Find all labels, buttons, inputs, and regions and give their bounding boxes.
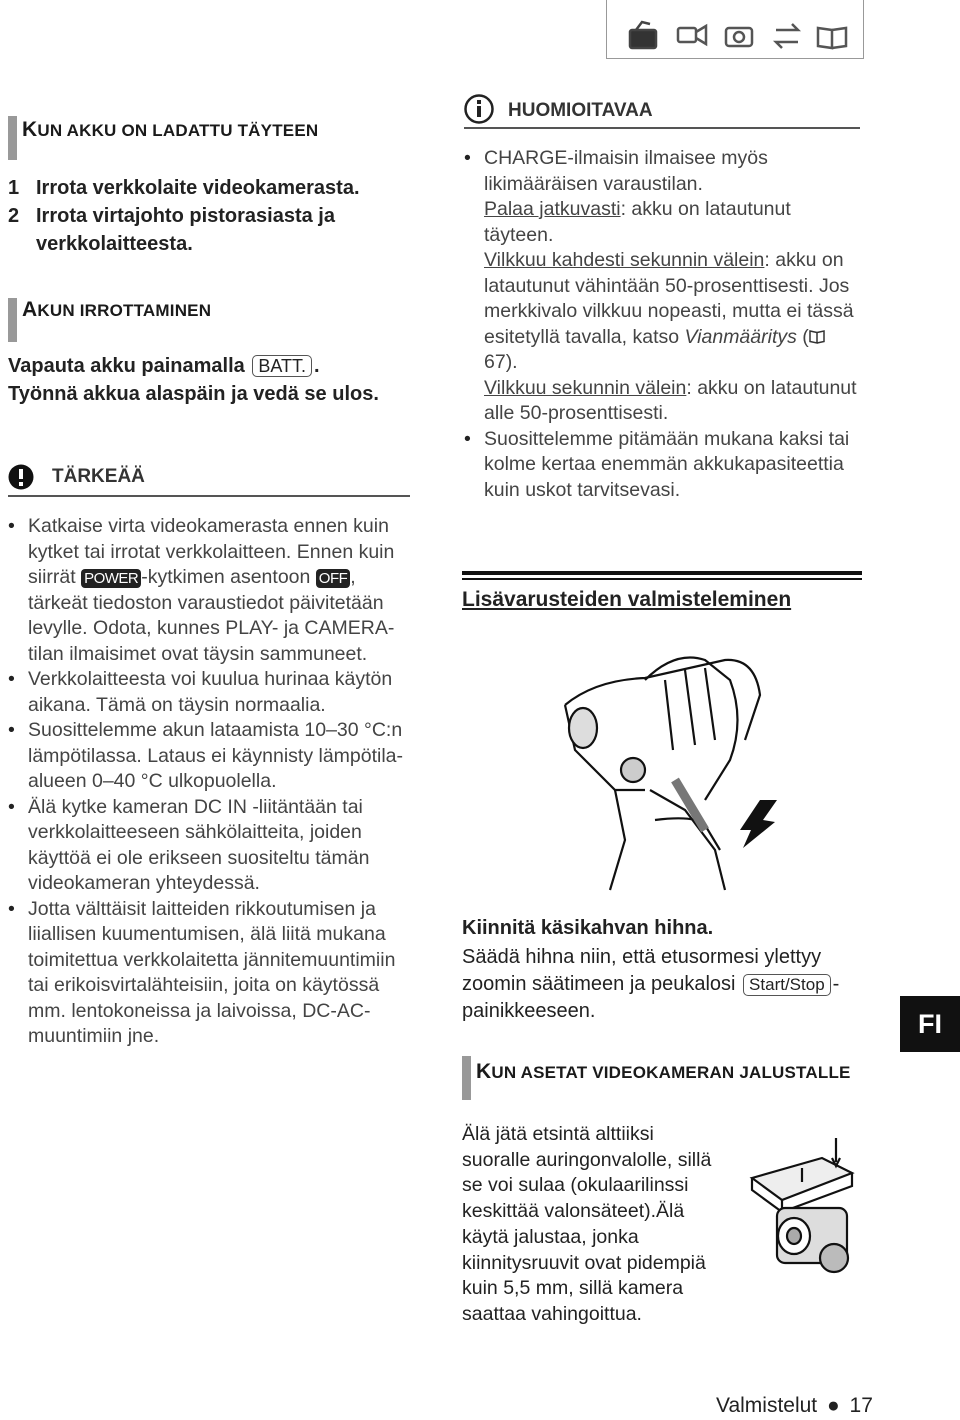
list-item: • Jotta välttäisit laitteiden rikkoutumisen ja liiallisen kuumentumisen, älä liitä mukana toimitettua verkkolaitetta jännitemuuntimiin tai erikoisvirtalähteisiin, joita on käytössä mm. lentokoneissa ja laivoissa, DC-AC-muuntimiin jne. [8, 897, 410, 1050]
off-position-key: OFF [316, 569, 351, 588]
step-text: Irrota verkkolaite videokamerasta. [36, 177, 360, 199]
strap-heading: Kiinnitä käsikahvan hihna. [462, 917, 714, 939]
important-list [8, 514, 410, 1050]
section-heading-removal: AKUN IRROTTAMINEN [22, 298, 212, 321]
tripod-illustration [732, 1128, 862, 1278]
section-heading-tripod: KUN ASETAT VIDEOKAMERAN JALUSTALLE [476, 1060, 851, 1083]
divider [8, 495, 410, 497]
toolbox-icon [630, 22, 656, 48]
step-item [8, 202, 398, 258]
strap-text: Säädä hihna niin, että etusormesi ylettyy zoomin säätimeen ja peukalosi Start/Stop -painikkeeseen. [462, 946, 840, 1022]
book-ref-icon [809, 330, 825, 344]
thin-rule [462, 578, 862, 580]
list-item: • Suosittelemme akun lataamista 10–30 °C:n lämpötilassa. Lataus ei käynnisty lämpötila-alueen 0–40 °C ulkopuolella. [8, 718, 410, 795]
power-switch-key: POWER [81, 569, 141, 588]
section-bar [8, 116, 17, 160]
notes-list [464, 146, 860, 503]
list-item: • Katkaise virta videokamerasta ennen kuin kytket tai irrotat verkkolaitteen. Ennen kuin siirrät POWER -kytkimen asentoon OFF , tärkeät tiedoston varaustiedot päivitetään levylle. Odota, kunnes PLAY- ja CAMERA-tilan ilmaisimet ovat täysin sammuneet. [8, 514, 410, 667]
section-bar [462, 1056, 471, 1100]
hand-strap-illustration [555, 650, 785, 895]
list-item: • Verkkolaitteesta voi kuulua hurinaa käytön aikana. Tämä on täysin normaalia. [8, 667, 410, 718]
start-stop-key: Start/Stop [743, 974, 831, 996]
page-footer [716, 1394, 873, 1418]
camera-icon [678, 26, 706, 44]
info-icon [464, 94, 494, 124]
list-item: • Älä kytke kameran DC IN -liitäntään tai verkkolaitteeseen sähkölaitteita, joiden käyttöä ei ole erikseen suositeltu tämän videokameran yhteydessä. [8, 795, 410, 897]
step-number: 2 [8, 205, 20, 227]
step-text: Irrota virtajohto pistorasiasta ja verkkolaitteesta. [36, 205, 335, 255]
tripod-text: Älä jätä etsintä alttiiksi suoralle auringonvalolle, sillä se voi sulaa (okulaarilinssi keskittää valonsäteet).Älä käytä jalustaa, jonka kiinnitysruuvit ovat pidempiä kuin 5,5 mm, sillä kamera saattaa vahingoittua. [462, 1122, 862, 1328]
footer-bullet: ● [827, 1394, 840, 1417]
footer-section: Valmistelut [716, 1394, 818, 1417]
list-item: • CHARGE-ilmaisin ilmaisee myös likimääräisen varaustilan. Palaa jatkuvasti: akku on latautunut täyteen. Vilkkuu kahdesti sekunnin välein: akku on latautunut vähintään 50-prosenttisesti. Jos merkkivalo vilkkuu nopeasti, mutta ei tässä esitetyllä tavalla, katso Vianmääritys ( 67). Vilkkuu sekunnin välein: akku on latautunut alle 50-prosenttisesti. [464, 146, 860, 427]
warning-icon [8, 464, 34, 490]
important-title: TÄRKEÄÄ [52, 466, 145, 487]
accessories-title: Lisävarusteiden valmisteleminen [462, 588, 792, 611]
step-number: 1 [8, 177, 20, 199]
thick-rule [462, 571, 862, 575]
divider [464, 127, 860, 129]
release-instructions: Vapauta akku painamalla BATT. . Työnnä akkua alaspäin ja vedä se ulos. [8, 355, 379, 405]
language-tab: FI [900, 996, 960, 1052]
step-item [8, 174, 398, 202]
book-icon [818, 28, 846, 48]
section-bar [8, 298, 17, 342]
batt-key: BATT. [252, 355, 312, 377]
nav-icons [606, 0, 862, 60]
transfer-icon [776, 24, 798, 48]
photo-camera-icon [726, 28, 752, 46]
steps-list [8, 174, 398, 258]
notes-title: HUOMIOITAVAA [508, 100, 653, 121]
nav-tab-strip [606, 0, 862, 60]
list-item: • Suosittelemme pitämään mukana kaksi tai kolme kertaa enemmän akkukapasiteettia kuin uskot tarvitsevasi. [464, 427, 860, 504]
section-heading-charged: KUN AKKU ON LADATTU TÄYTEEN [22, 118, 319, 141]
page-number: 17 [849, 1394, 873, 1417]
